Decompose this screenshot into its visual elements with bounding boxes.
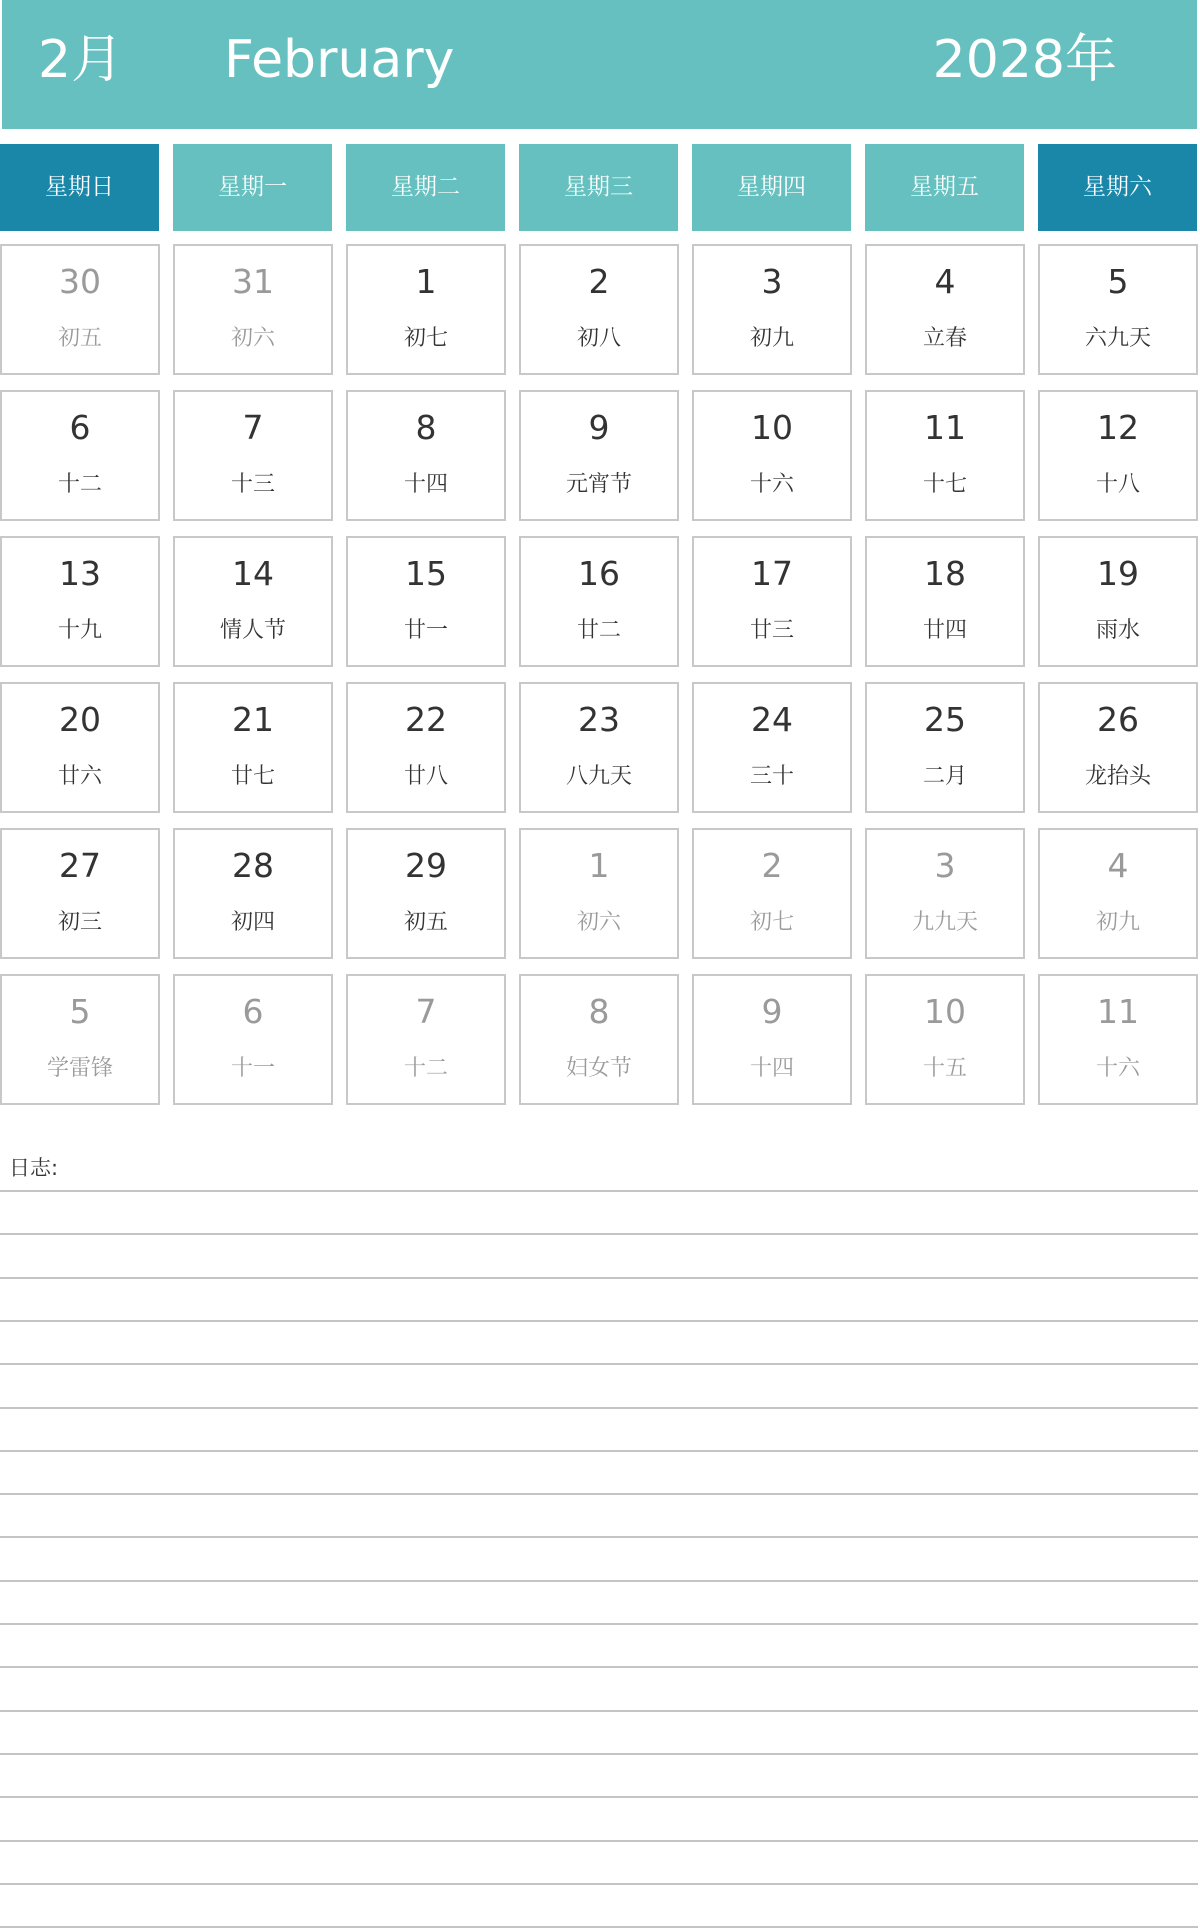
lunar-date: 十八 — [1095, 472, 1140, 497]
note-line — [0, 1277, 1198, 1279]
lunar-date: 雨水 — [1095, 618, 1140, 643]
day-number: 10 — [751, 408, 793, 447]
day-number: 20 — [59, 700, 101, 739]
notes-label: 日志: — [9, 1156, 59, 1180]
weekday-header: 星期二 — [346, 144, 505, 231]
lunar-date: 二月 — [922, 764, 967, 789]
day-number: 3 — [934, 846, 956, 885]
lunar-date: 初八 — [576, 326, 621, 351]
year-label: 2028年 — [932, 30, 1117, 90]
day-number: 2 — [761, 846, 783, 885]
day-number: 25 — [924, 700, 966, 739]
day-cell[interactable] — [865, 974, 1025, 1105]
day-cell[interactable] — [519, 244, 679, 375]
day-number: 1 — [415, 262, 437, 301]
day-number: 5 — [1107, 262, 1129, 301]
note-line — [0, 1883, 1198, 1885]
weekday-header: 星期一 — [173, 144, 332, 231]
day-cell[interactable] — [346, 536, 506, 667]
day-number: 6 — [69, 408, 91, 447]
day-cell[interactable] — [519, 390, 679, 521]
lunar-date: 初五 — [57, 326, 102, 351]
lunar-date: 立春 — [922, 326, 967, 351]
day-number: 7 — [415, 992, 437, 1031]
lunar-date: 初四 — [230, 910, 275, 935]
day-cell[interactable] — [346, 974, 506, 1105]
day-number: 2 — [588, 262, 610, 301]
day-cell[interactable] — [692, 974, 852, 1105]
day-number: 27 — [59, 846, 101, 885]
day-cell[interactable] — [1038, 682, 1198, 813]
note-line — [0, 1320, 1198, 1322]
lunar-date: 十五 — [922, 1056, 967, 1081]
note-line — [0, 1363, 1198, 1365]
day-cell[interactable] — [519, 536, 679, 667]
lunar-date: 十四 — [403, 472, 448, 497]
lunar-date: 廿四 — [922, 618, 967, 643]
lunar-date: 廿七 — [230, 764, 275, 789]
day-cell[interactable] — [519, 974, 679, 1105]
lunar-date: 初六 — [576, 910, 621, 935]
day-cell[interactable] — [519, 828, 679, 959]
day-number: 30 — [59, 262, 101, 301]
day-number: 9 — [588, 408, 610, 447]
day-number: 5 — [69, 992, 91, 1031]
day-cell[interactable] — [519, 682, 679, 813]
day-number: 8 — [588, 992, 610, 1031]
day-number: 4 — [1107, 846, 1129, 885]
day-number: 4 — [934, 262, 956, 301]
day-cell[interactable] — [1038, 974, 1198, 1105]
day-number: 31 — [232, 262, 274, 301]
lunar-date: 十二 — [403, 1056, 448, 1081]
day-number: 11 — [924, 408, 966, 447]
day-cell[interactable] — [0, 244, 160, 375]
day-number: 9 — [761, 992, 783, 1031]
lunar-date: 初六 — [230, 326, 275, 351]
day-number: 28 — [232, 846, 274, 885]
lunar-date: 六九天 — [1084, 326, 1151, 351]
day-cell[interactable] — [173, 244, 333, 375]
lunar-date: 廿六 — [57, 764, 102, 789]
day-cell[interactable] — [173, 536, 333, 667]
day-cell[interactable] — [346, 244, 506, 375]
weekday-header: 星期三 — [519, 144, 678, 231]
day-number: 1 — [588, 846, 610, 885]
day-cell[interactable] — [865, 536, 1025, 667]
day-cell[interactable] — [865, 828, 1025, 959]
day-number: 23 — [578, 700, 620, 739]
lunar-date: 初九 — [1095, 910, 1140, 935]
day-cell[interactable] — [865, 682, 1025, 813]
lunar-date: 廿一 — [403, 618, 448, 643]
day-cell[interactable] — [692, 828, 852, 959]
note-line — [0, 1580, 1198, 1582]
lunar-date: 十一 — [230, 1056, 275, 1081]
note-line — [0, 1190, 1198, 1192]
day-number: 26 — [1097, 700, 1139, 739]
lunar-date: 廿三 — [749, 618, 794, 643]
day-cell[interactable] — [0, 828, 160, 959]
day-cell[interactable] — [173, 974, 333, 1105]
lunar-date: 初七 — [749, 910, 794, 935]
day-cell[interactable] — [173, 828, 333, 959]
day-number: 14 — [232, 554, 274, 593]
day-cell[interactable] — [692, 682, 852, 813]
day-number: 22 — [405, 700, 447, 739]
note-line — [0, 1623, 1198, 1625]
lunar-date: 初七 — [403, 326, 448, 351]
lunar-date: 初三 — [57, 910, 102, 935]
lunar-date: 三十 — [749, 764, 794, 789]
calendar-header — [2, 0, 1197, 129]
day-cell[interactable] — [173, 682, 333, 813]
lunar-date: 廿二 — [576, 618, 621, 643]
day-number: 29 — [405, 846, 447, 885]
day-cell[interactable] — [1038, 828, 1198, 959]
day-number: 21 — [232, 700, 274, 739]
lunar-date: 十九 — [57, 618, 102, 643]
note-line — [0, 1493, 1198, 1495]
weekday-header-row — [0, 144, 1200, 231]
lunar-date: 十七 — [922, 472, 967, 497]
day-number: 7 — [242, 408, 264, 447]
lunar-date: 廿八 — [403, 764, 448, 789]
lunar-date: 八九天 — [565, 764, 632, 789]
day-cell[interactable] — [692, 244, 852, 375]
day-cell[interactable] — [865, 390, 1025, 521]
day-number: 10 — [924, 992, 966, 1031]
lunar-date: 学雷锋 — [46, 1056, 113, 1081]
lunar-date: 十六 — [1095, 1056, 1140, 1081]
day-number: 12 — [1097, 408, 1139, 447]
day-cell[interactable] — [1038, 390, 1198, 521]
day-number: 24 — [751, 700, 793, 739]
day-number: 3 — [761, 262, 783, 301]
weekday-header: 星期六 — [1038, 144, 1197, 231]
weekday-header: 星期四 — [692, 144, 851, 231]
day-cell[interactable] — [346, 828, 506, 959]
lunar-date: 十六 — [749, 472, 794, 497]
note-line — [0, 1753, 1198, 1755]
note-line — [0, 1450, 1198, 1452]
lunar-date: 初九 — [749, 326, 794, 351]
day-number: 18 — [924, 554, 966, 593]
lunar-date: 妇女节 — [565, 1056, 632, 1081]
calendar-grid — [0, 244, 1200, 1106]
note-line — [0, 1666, 1198, 1668]
day-number: 11 — [1097, 992, 1139, 1031]
day-cell[interactable] — [346, 390, 506, 521]
note-line — [0, 1536, 1198, 1538]
lunar-date: 元宵节 — [565, 472, 632, 497]
weekday-header: 星期日 — [0, 144, 159, 231]
day-cell[interactable] — [865, 244, 1025, 375]
day-number: 15 — [405, 554, 447, 593]
day-number: 17 — [751, 554, 793, 593]
day-cell[interactable] — [346, 682, 506, 813]
day-cell[interactable] — [1038, 244, 1198, 375]
note-line — [0, 1233, 1198, 1235]
lunar-date: 龙抬头 — [1084, 764, 1151, 789]
lunar-date: 初五 — [403, 910, 448, 935]
weekday-header: 星期五 — [865, 144, 1024, 231]
day-cell[interactable] — [0, 974, 160, 1105]
day-cell[interactable] — [0, 536, 160, 667]
day-cell[interactable] — [692, 390, 852, 521]
day-cell[interactable] — [173, 390, 333, 521]
day-number: 8 — [415, 408, 437, 447]
day-number: 16 — [578, 554, 620, 593]
month-english: February — [224, 30, 455, 90]
day-number: 6 — [242, 992, 264, 1031]
note-line — [0, 1710, 1198, 1712]
day-number: 19 — [1097, 554, 1139, 593]
lunar-date: 十二 — [57, 472, 102, 497]
note-line — [0, 1926, 1198, 1928]
day-cell[interactable] — [1038, 536, 1198, 667]
day-number: 13 — [59, 554, 101, 593]
lunar-date: 情人节 — [219, 618, 286, 643]
lunar-date: 十四 — [749, 1056, 794, 1081]
day-cell[interactable] — [0, 390, 160, 521]
lunar-date: 九九天 — [911, 910, 978, 935]
day-cell[interactable] — [692, 536, 852, 667]
note-line — [0, 1840, 1198, 1842]
note-line — [0, 1796, 1198, 1798]
lunar-date: 十三 — [230, 472, 275, 497]
day-cell[interactable] — [0, 682, 160, 813]
month-chinese: 2月 — [38, 30, 124, 90]
note-line — [0, 1407, 1198, 1409]
